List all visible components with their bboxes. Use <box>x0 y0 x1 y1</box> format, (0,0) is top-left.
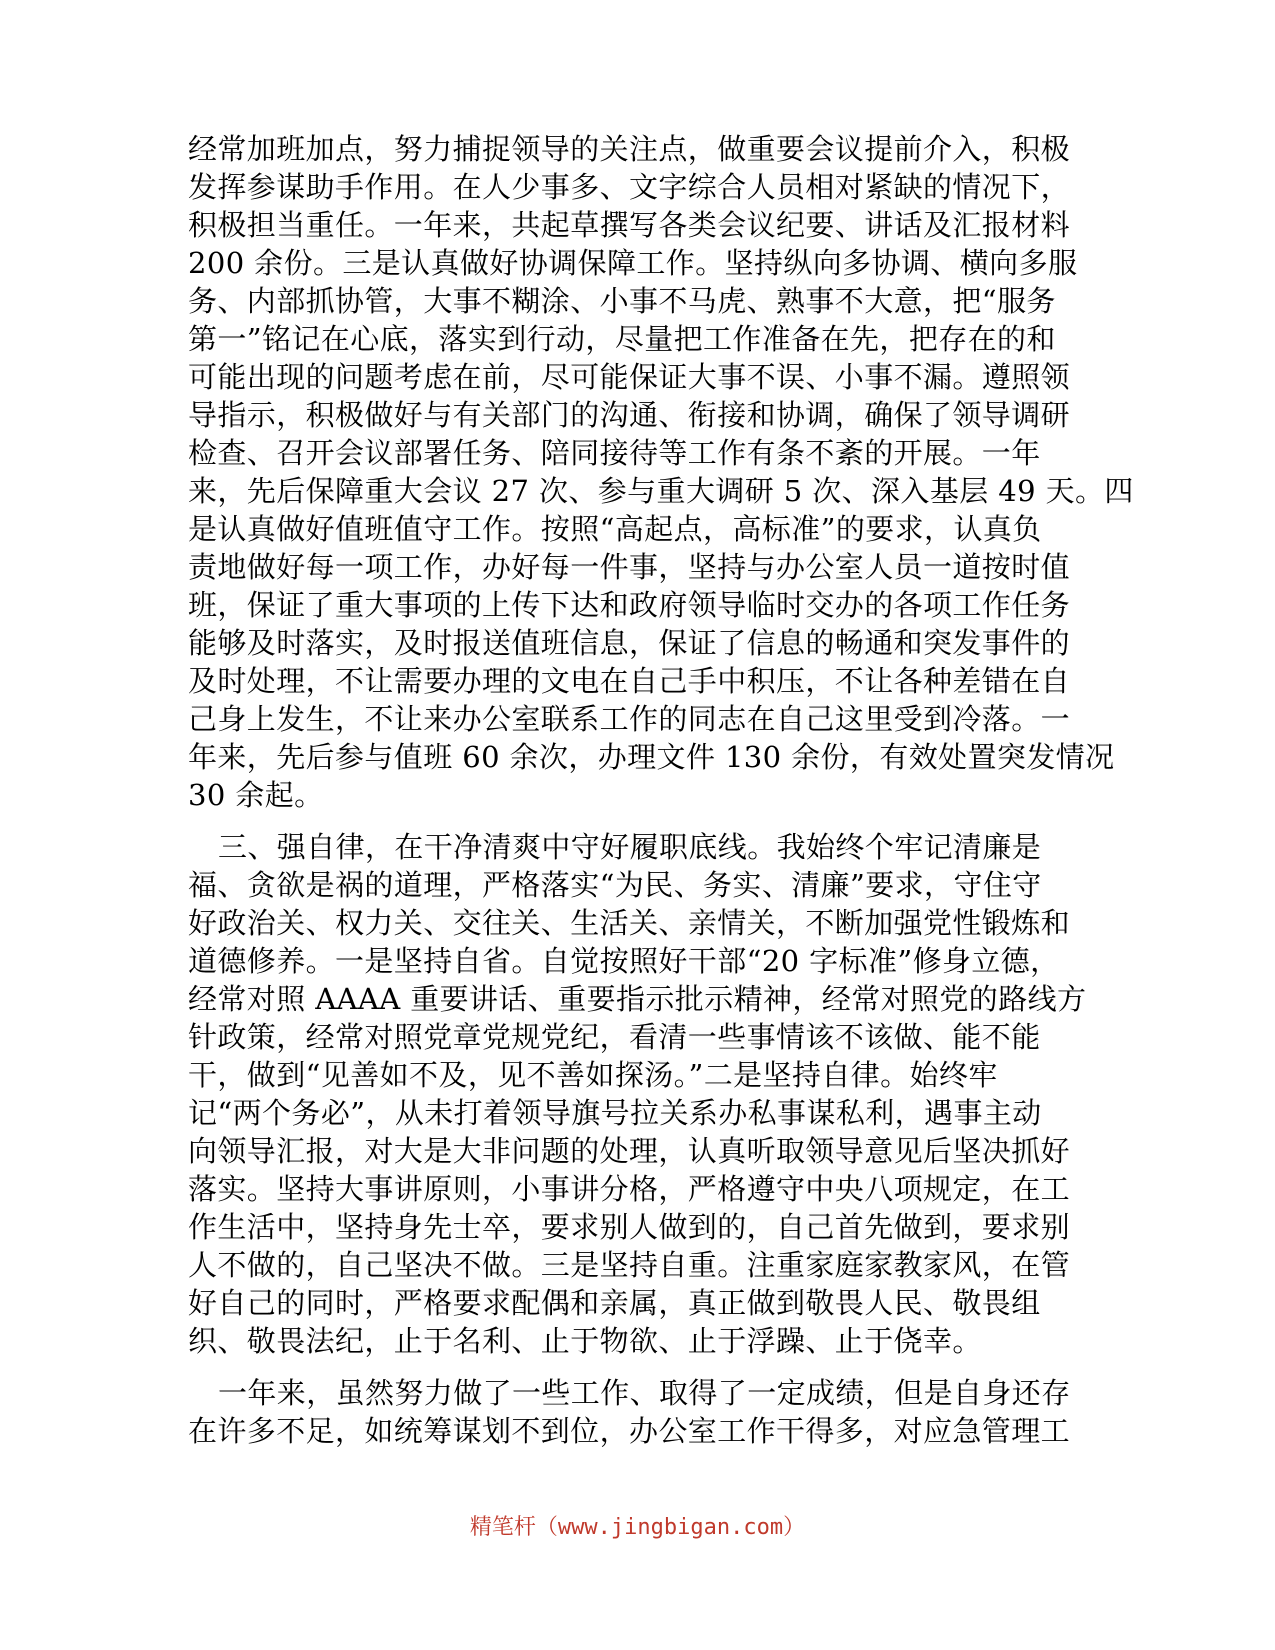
body-line: 针政策，经常对照党章党规党纪，看清一些事情该不该做、能不能 <box>188 1020 1041 1054</box>
footer-watermark: 精笔杆（www.jingbigan.com） <box>469 1515 806 1540</box>
body-line: 能够及时落实，及时报送值班信息，保证了信息的畅通和突发事件的 <box>188 626 1071 660</box>
body-line: 作生活中，坚持身先士卒，要求别人做到的，自己首先做到，要求别 <box>188 1210 1071 1244</box>
body-line: 及时处理，不让需要办理的文电在自己手中积压，不让各种差错在自 <box>188 664 1071 698</box>
body-line: 好政治关、权力关、交往关、生活关、亲情关，不断加强党性锻炼和 <box>188 906 1071 940</box>
body-line: 在许多不足，如统筹谋划不到位，办公室工作干得多，对应急管理工 <box>188 1414 1071 1448</box>
body-line: 干，做到“见善如不及，见不善如探汤。”二是坚持自律。始终牢 <box>188 1058 998 1092</box>
body-line: 第一”铭记在心底，落实到行动，尽量把工作准备在先，把存在的和 <box>188 322 1056 356</box>
paragraph-first-line: 三、强自律，在干净清爽中守好履职底线。我始终个牢记清廉是 <box>218 830 1042 864</box>
body-line: 经常加班加点，努力捕捉领导的关注点，做重要会议提前介入，积极 <box>188 132 1071 166</box>
body-line: 好自己的同时，严格要求配偶和亲属，真正做到敬畏人民、敬畏组 <box>188 1286 1041 1320</box>
body-line: 向领导汇报，对大是大非问题的处理，认真听取领导意见后坚决抓好 <box>188 1134 1071 1168</box>
body-line: 导指示，积极做好与有关部门的沟通、衔接和协调，确保了领导调研 <box>188 398 1071 432</box>
body-line: 经常对照 AAAA 重要讲话、重要指示批示精神，经常对照党的路线方 <box>188 982 1087 1016</box>
body-line: 检查、召开会议部署任务、陪同接待等工作有条不紊的开展。一年 <box>188 436 1041 470</box>
body-line: 发挥参谋助手作用。在人少事多、文字综合人员相对紧缺的情况下， <box>188 170 1071 204</box>
body-line: 可能出现的问题考虑在前，尽可能保证大事不误、小事不漏。遵照领 <box>188 360 1071 394</box>
body-line: 责地做好每一项工作，办好每一件事，坚持与办公室人员一道按时值 <box>188 550 1071 584</box>
body-line: 记“两个务必”，从未打着领导旗号拉关系办私事谋私利，遇事主动 <box>188 1096 1042 1130</box>
body-line: 200 余份。三是认真做好协调保障工作。坚持纵向多协调、横向多服 <box>188 246 1078 280</box>
body-line: 己身上发生，不让来办公室联系工作的同志在自己这里受到冷落。一 <box>188 702 1071 736</box>
body-line: 福、贪欲是祸的道理，严格落实“为民、务实、清廉”要求，守住守 <box>188 868 1042 902</box>
body-line: 落实。坚持大事讲原则，小事讲分格，严格遵守中央八项规定，在工 <box>188 1172 1071 1206</box>
body-line: 织、敬畏法纪，止于名利、止于物欲、止于浮躁、止于侥幸。 <box>188 1324 982 1358</box>
body-line: 年来，先后参与值班 60 余次，办理文件 130 余份，有效处置突发情况 <box>188 740 1115 774</box>
body-line: 人不做的，自己坚决不做。三是坚持自重。注重家庭家教家风，在管 <box>188 1248 1071 1282</box>
body-line: 30 余起。 <box>188 778 324 812</box>
body-line: 道德修养。一是坚持自省。自觉按照好干部“20 字标准”修身立德， <box>188 944 1060 978</box>
body-line: 务、内部抓协管，大事不糊涂、小事不马虎、熟事不大意，把“服务 <box>188 284 1056 318</box>
body-line: 来，先后保障重大会议 27 次、参与重大调研 5 次、深入基层 49 天。四 <box>188 474 1134 508</box>
body-line: 班，保证了重大事项的上传下达和政府领导临时交办的各项工作任务 <box>188 588 1071 622</box>
body-line: 积极担当重任。一年来，共起草撰写各类会议纪要、讲话及汇报材料 <box>188 208 1071 242</box>
body-line: 是认真做好值班值守工作。按照“高起点，高标准”的要求，认真负 <box>188 512 1042 546</box>
paragraph-first-line: 一年来，虽然努力做了一些工作、取得了一定成绩，但是自身还存 <box>218 1376 1071 1410</box>
